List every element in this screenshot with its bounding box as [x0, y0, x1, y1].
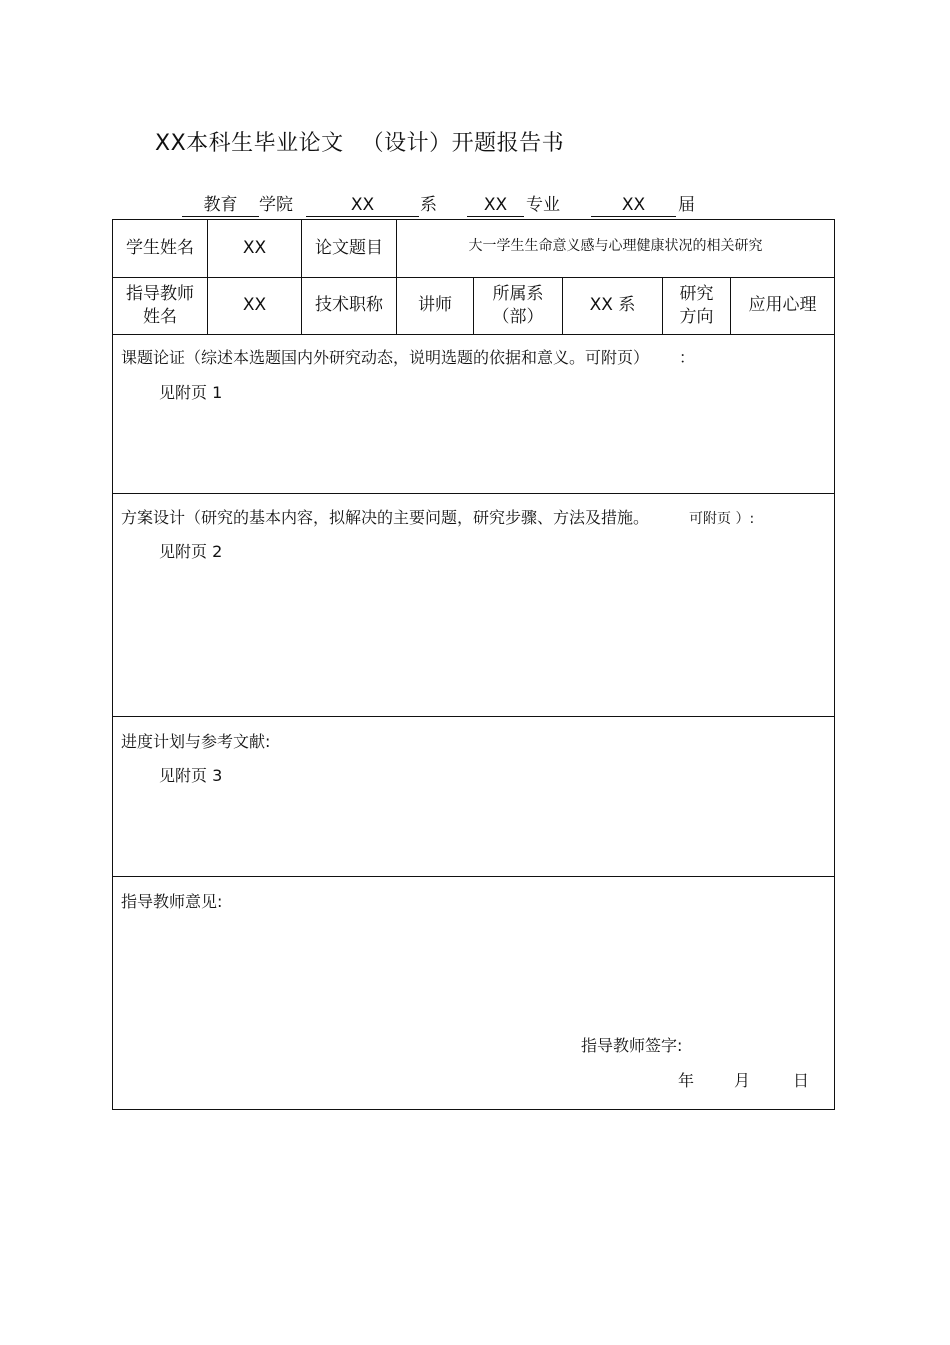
- date-day: 日: [793, 1071, 810, 1090]
- research-label: 研究 方向: [679, 283, 714, 327]
- dept-value: XX: [306, 194, 419, 217]
- advisor-name-label: 指导教师 姓名: [126, 283, 194, 327]
- date-year: 年: [678, 1071, 695, 1090]
- college-label: 学院: [259, 195, 293, 215]
- row-divider: [113, 876, 834, 877]
- page-title: [155, 126, 564, 157]
- title-paren: （设计）开题报告书: [361, 131, 565, 156]
- college-value: 教育: [182, 194, 259, 217]
- student-name-value: XX: [242, 238, 267, 258]
- report-form-table: [112, 219, 835, 1110]
- section-topic-text: 课题论证（综述本选题国内外研究动态，说明选题的依据和意义。可附页）: [121, 348, 642, 367]
- section-schedule-body: 见附页 3: [159, 766, 223, 785]
- dept-label: 系: [420, 195, 437, 215]
- year-label: 届: [678, 195, 695, 215]
- row-divider: [113, 334, 834, 335]
- section-plan-body: 见附页 2: [159, 542, 223, 561]
- major-label: 专业: [526, 195, 560, 215]
- section-plan-label: [121, 505, 754, 528]
- title-main: XX本科生毕业论文: [155, 131, 344, 156]
- research-value: 应用心理: [748, 295, 817, 315]
- section-advisor-opinion-label: 指导教师意见:: [121, 892, 223, 911]
- tech-title-value: 讲师: [418, 295, 452, 315]
- section-topic-label: [121, 345, 695, 368]
- advisor-name-value: XX: [242, 295, 267, 315]
- student-name-label: 学生姓名: [126, 238, 194, 258]
- info-line: [0, 194, 950, 218]
- section-topic-tail: ：: [679, 348, 696, 367]
- section-plan-tail: 可附页 ）:: [689, 511, 755, 527]
- dept-value-cell: XX 系: [589, 295, 636, 315]
- year-value: XX: [591, 194, 676, 217]
- thesis-title-label: 论文题目: [315, 238, 383, 258]
- dept-label-cell: 所属系 （部）: [492, 283, 544, 327]
- advisor-signature-label: 指导教师签字:: [581, 1036, 683, 1055]
- section-plan-text: 方案设计（研究的基本内容，拟解决的主要问题，研究步骤、方法及措施。: [121, 508, 650, 527]
- row-divider: [113, 493, 834, 494]
- major-value: XX: [467, 194, 524, 217]
- section-topic-body: 见附页 1: [159, 383, 223, 402]
- thesis-title-value: 大一学生生命意义感与心理健康状况的相关研究: [468, 237, 763, 254]
- date-month: 月: [734, 1071, 751, 1090]
- section-schedule-label: 进度计划与参考文献:: [121, 732, 271, 751]
- row-divider: [113, 716, 834, 717]
- tech-title-label: 技术职称: [315, 295, 383, 315]
